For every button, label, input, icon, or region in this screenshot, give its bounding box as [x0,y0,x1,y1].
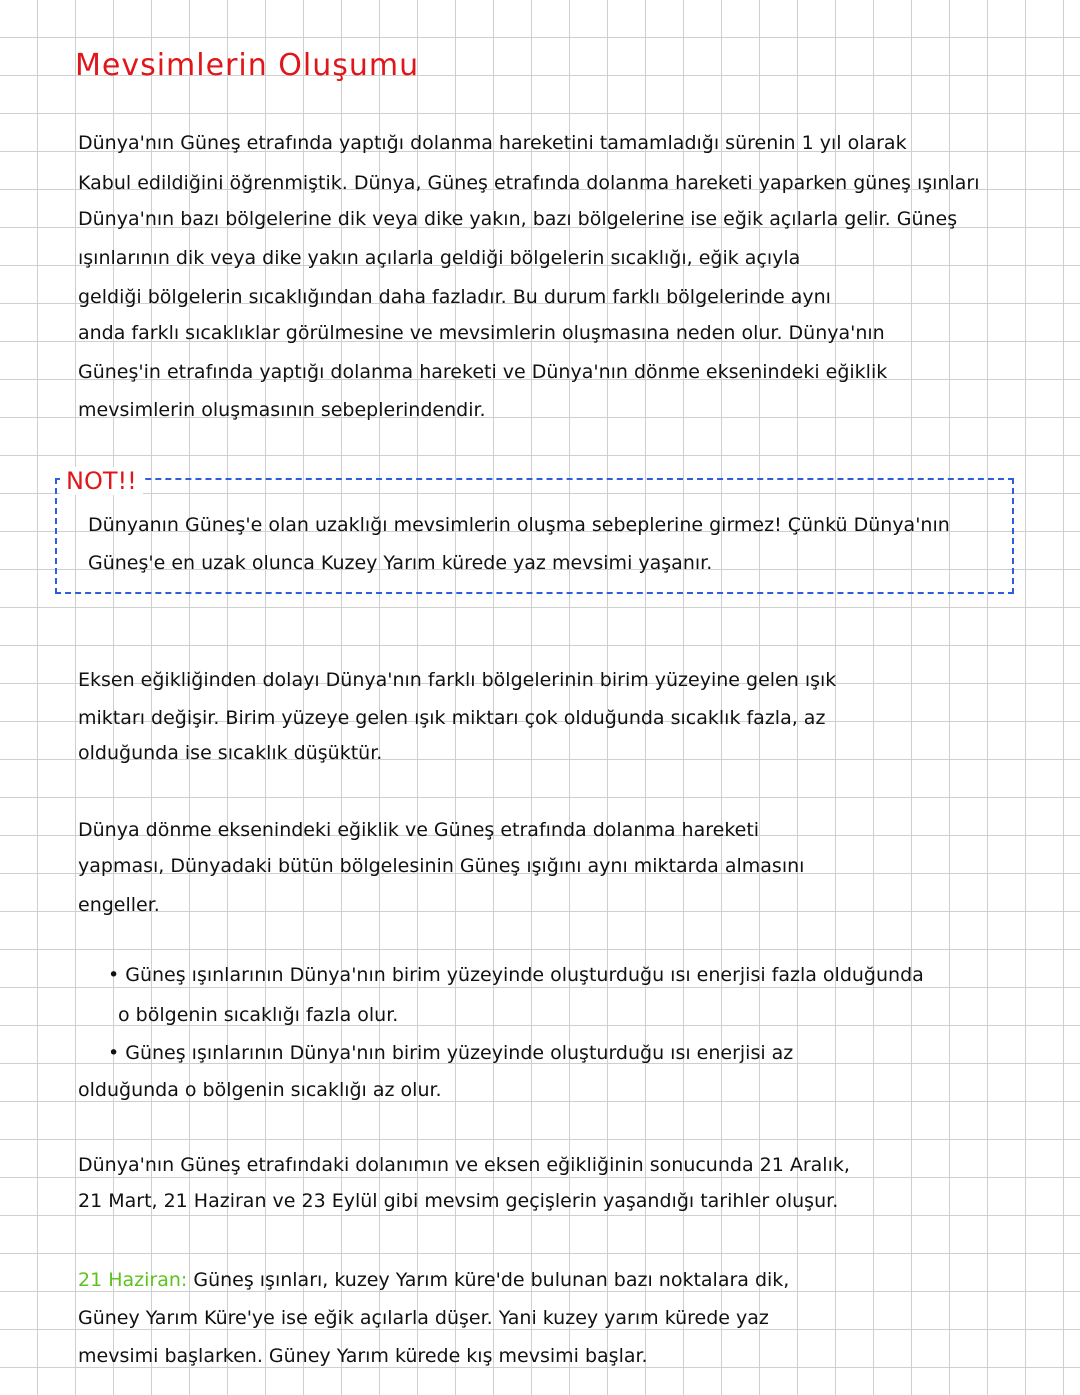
text-line: anda farklı sıcaklıklar görülmesine ve mevsimlerin oluşmasına neden olur. Dünya'nın [78,322,885,344]
text-line: Dünya'nın Güneş etrafında yaptığı dolanma hareketini tamamladığı sürenin 1 yıl olarak [78,132,907,154]
bullet-item: o bölgenin sıcaklığı fazla olur. [118,1004,399,1026]
text-line: Güney Yarım Küre'ye ise eğik açılarla düşer. Yani kuzey yarım kürede yaz [78,1307,769,1329]
text-line: engeller. [78,894,160,916]
bullet-item: olduğunda o bölgenin sıcaklığı az olur. [78,1079,442,1101]
text-line: geldiği bölgelerin sıcaklığından daha fazladır. Bu durum farklı bölgelerinde aynı [78,286,831,308]
text-line: Dünya'nın bazı bölgelerine dik veya dike yakın, bazı bölgelerine ise eğik açılarla gelir. Güneş [78,208,958,230]
text-line: 21 Mart, 21 Haziran ve 23 Eylül gibi mevsim geçişlerin yaşandığı tarihler oluşur. [78,1190,839,1212]
note-line: Dünyanın Güneş'e olan uzaklığı mevsimlerin oluşma sebeplerine girmez! Çünkü Dünya'nın [88,514,950,536]
text-line: miktarı değişir. Birim yüzeye gelen ışık miktarı çok olduğunda sıcaklık fazla, az [78,707,826,729]
note-line: Güneş'e en uzak olunca Kuzey Yarım kürede yaz mevsimi yaşanır. [88,552,713,574]
text-line: Dünya'nın Güneş etrafındaki dolanımın ve eksen eğikliğinin sonucunda 21 Aralık, [78,1154,850,1176]
page-title: Mevsimlerin Oluşumu [75,48,420,83]
bullet-item: • Güneş ışınlarının Dünya'nın birim yüzeyinde oluşturduğu ısı enerjisi az [108,1042,794,1064]
text-line: Güneş'in etrafında yaptığı dolanma hareketi ve Dünya'nın dönme eksenindeki eğiklik [78,361,888,383]
text-line: yapması, Dünyadaki bütün bölgelesinin Güneş ışığını aynı miktarda almasını [78,855,805,877]
text-line: Kabul edildiğini öğrenmiştik. Dünya, Güneş etrafında dolanma hareketi yaparken güneş ışınları [78,172,980,194]
text-line: mevsimlerin oluşmasının sebeplerindendir. [78,399,486,421]
text-line: Güneş ışınları, kuzey Yarım küre'de bulunan bazı noktalara dik, [193,1269,790,1291]
text-line: mevsimi başlarken. Güney Yarım kürede kış mevsimi başlar. [78,1345,648,1367]
text-line: Eksen eğikliğinden dolayı Dünya'nın farklı bölgelerinin birim yüzeyine gelen ışık [78,669,837,691]
note-label: NOT!! [60,467,143,495]
text-line: ışınlarının dik veya dike yakın açılarla geldiği bölgelerin sıcaklığı, eğik açıyla [78,247,801,269]
text-line: olduğunda ise sıcaklık düşüktür. [78,742,383,764]
text-line: Dünya dönme eksenindeki eğiklik ve Güneş etrafında dolanma hareketi [78,819,760,841]
date-label: 21 Haziran: [78,1269,188,1291]
bullet-item: • Güneş ışınlarının Dünya'nın birim yüzeyinde oluşturduğu ısı enerjisi fazla olduğunda [108,964,924,986]
